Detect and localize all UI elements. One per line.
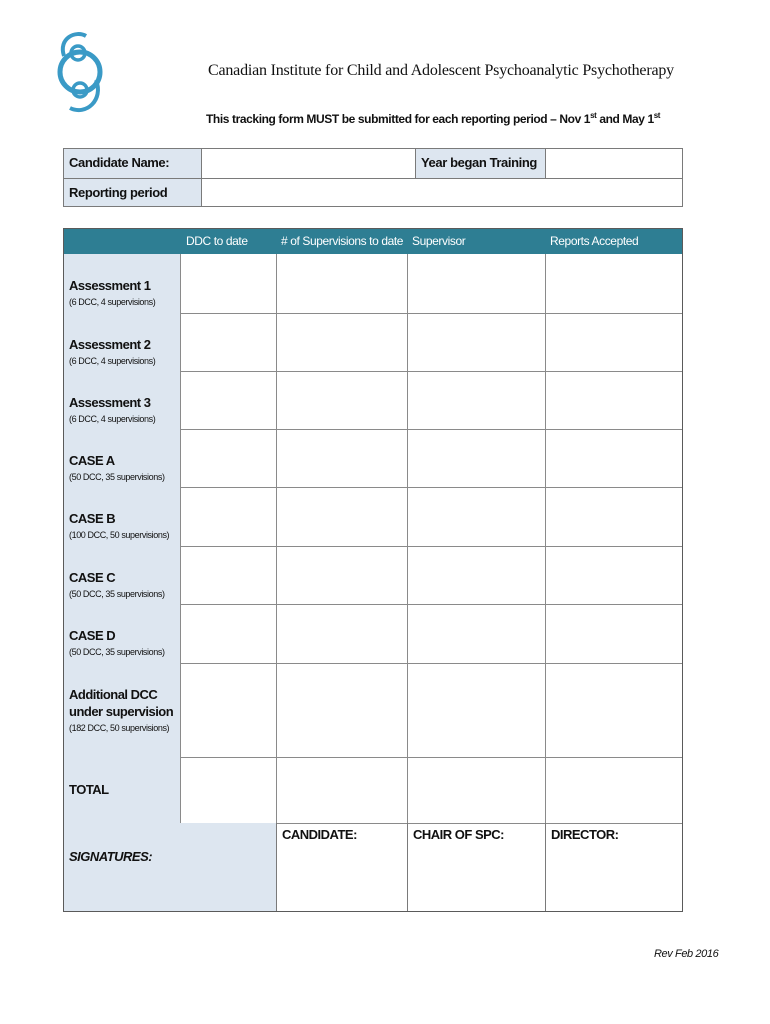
entry-cell[interactable] [181,487,276,546]
row-requirement: (6 DCC, 4 supervisions) [69,356,156,366]
entry-cell[interactable] [546,254,682,313]
row-label-cell [64,757,180,823]
entry-cell[interactable] [277,546,407,604]
row-label-cell [64,254,180,313]
entry-cell[interactable] [181,757,276,823]
column-divider [407,254,408,823]
entry-cell[interactable] [277,371,407,429]
divider [407,823,408,911]
institute-logo-icon [56,28,108,120]
submission-instructions: This tracking form MUST be submitted for each reporting period – Nov 1st and May 1st [206,111,661,126]
row-label-cell [64,313,180,371]
entry-cell[interactable] [181,429,276,487]
entry-cell[interactable] [408,254,545,313]
row-label-cell [64,546,180,604]
row-requirement: (50 DCC, 35 supervisions) [69,472,165,482]
entry-cell[interactable] [408,757,545,823]
signatures-label-cell [64,823,276,911]
row-label-cell [64,429,180,487]
year-began-training-label: Year began Training [416,149,545,178]
tracking-table [63,228,683,912]
column-header-supervisor: Supervisor [412,234,466,248]
entry-cell[interactable] [181,254,276,313]
row-requirement: (6 DCC, 4 supervisions) [69,297,156,307]
entry-cell[interactable] [277,487,407,546]
row-title: CASE C [69,570,116,585]
divider [415,149,416,178]
row-requirement: (50 DCC, 35 supervisions) [69,647,165,657]
entry-cell[interactable] [408,604,545,663]
row-label-cell [64,663,180,757]
entry-cell[interactable] [546,429,682,487]
column-header-reports: Reports Accepted [550,234,639,248]
entry-cell[interactable] [277,604,407,663]
entry-cell[interactable] [546,546,682,604]
entry-cell[interactable] [181,371,276,429]
divider [201,149,202,206]
candidate-name-field[interactable] [202,149,415,178]
column-divider [180,254,181,823]
row-title: CASE B [69,511,116,526]
candidate-info-table [63,148,683,207]
director-signature-label: DIRECTOR: [551,827,619,842]
candidate-signature-label: CANDIDATE: [282,827,357,842]
entry-cell[interactable] [546,663,682,757]
entry-cell[interactable] [546,313,682,371]
revision-note: Rev Feb 2016 [654,948,719,960]
row-title: TOTAL [69,782,109,797]
entry-cell[interactable] [277,313,407,371]
entry-cell[interactable] [408,371,545,429]
row-title: Assessment 2 [69,337,151,352]
entry-cell[interactable] [408,313,545,371]
row-label-cell [64,604,180,663]
entry-cell[interactable] [181,546,276,604]
entry-cell[interactable] [181,313,276,371]
candidate-name-label: Candidate Name: [64,149,201,178]
entry-cell[interactable] [408,546,545,604]
entry-cell[interactable] [546,757,682,823]
column-header-supervisions: # of Supervisions to date [281,234,404,248]
column-divider [545,254,546,823]
column-header-ddc: DDC to date [186,234,248,248]
entry-cell[interactable] [181,663,276,757]
table-header-row [64,229,682,254]
reporting-period-field[interactable] [202,179,682,206]
column-divider [276,254,277,823]
row-title: Additional DCC under supervision [69,687,174,719]
row-label-cell [64,371,180,429]
row-title: Assessment 1 [69,278,151,293]
chair-signature-label: CHAIR OF SPC: [413,827,504,842]
row-title: CASE D [69,628,116,643]
entry-cell[interactable] [277,254,407,313]
entry-cell[interactable] [546,371,682,429]
institute-title: Canadian Institute for Child and Adolescent Psychoanalytic Psychotherapy [208,62,674,79]
entry-cell[interactable] [408,487,545,546]
divider [545,823,546,911]
reporting-period-label: Reporting period [64,179,201,206]
entry-cell[interactable] [546,487,682,546]
entry-cell[interactable] [277,663,407,757]
row-requirement: (100 DCC, 50 supervisions) [69,530,170,540]
row-title: CASE A [69,453,115,468]
row-requirement: (50 DCC, 35 supervisions) [69,589,165,599]
entry-cell[interactable] [546,604,682,663]
entry-cell[interactable] [277,757,407,823]
divider [276,823,277,911]
entry-cell[interactable] [277,429,407,487]
row-title: Assessment 3 [69,395,151,410]
divider [64,178,682,179]
signatures-label: SIGNATURES: [69,849,153,864]
row-requirement: (182 DCC, 50 supervisions) [69,723,170,733]
row-label-cell [64,487,180,546]
row-requirement: (6 DCC, 4 supervisions) [69,414,156,424]
entry-cell[interactable] [408,663,545,757]
divider [545,149,546,178]
year-began-training-field[interactable] [546,149,682,178]
entry-cell[interactable] [408,429,545,487]
entry-cell[interactable] [181,604,276,663]
